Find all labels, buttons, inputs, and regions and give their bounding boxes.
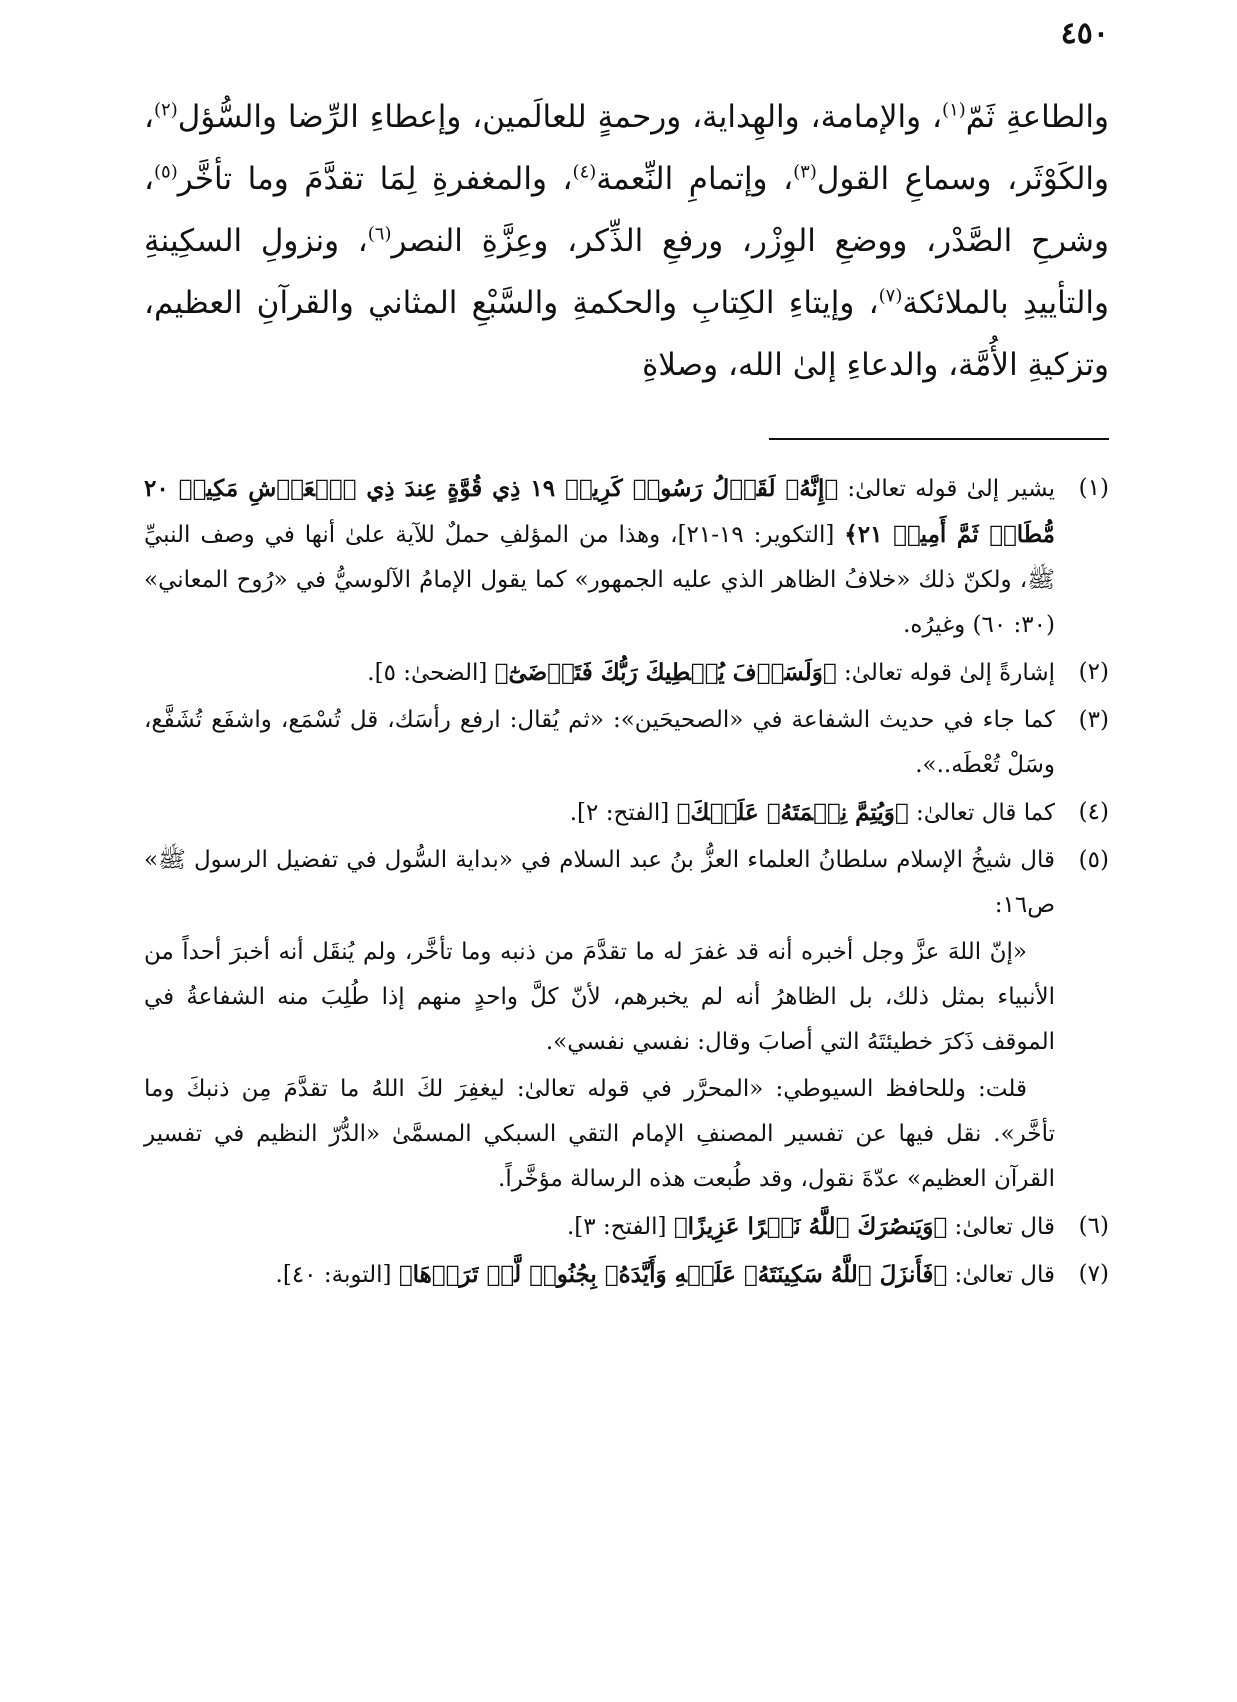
main-text-segment: والطاعةِ ثَمّ	[965, 99, 1109, 135]
footnote-text: قال تعالىٰ:	[947, 1262, 1055, 1288]
main-text-segment: ، والكَوْثَر، وسماعِ القول	[144, 99, 1109, 197]
main-text-segment: ، وشرحِ الصَّدْر، ووضعِ الوِزْر، ورفعِ الذِّكر، وعِزَّةِ النصر	[144, 161, 1109, 259]
footnote-marker: (٧)	[878, 285, 903, 307]
main-text-segment: ، وإتمامِ النِّعمة	[596, 161, 794, 197]
main-paragraph	[144, 86, 1109, 396]
main-text	[144, 86, 1109, 396]
quran-quote: ﴿وَيَنصُرَكَ ٱللَّهُ نَصۡرًا عَزِيزًا﴾	[673, 1213, 948, 1240]
quran-quote: ﴿فَأَنزَلَ ٱللَّهُ سَكِينَتَهُۥ عَلَيۡهِ وَأَيَّدَهُۥ بِجُنُودٖ لَّمۡ تَرَوۡهَا﴾	[398, 1261, 948, 1288]
footnote-text: إشارةً إلىٰ قوله تعالىٰ:	[836, 660, 1055, 686]
footnote-marker: (١)	[942, 99, 966, 121]
footnote-number: (٥)	[1078, 847, 1109, 873]
footnote-5	[144, 838, 1109, 928]
footnote-text: قال تعالىٰ:	[947, 1214, 1055, 1240]
footnote-text: [التكوير: ١٩-٢١]، وهذا من المؤلفِ حملٌ للآية علىٰ أنها في وصف النبيِّ ﷺ، ولكنّ ذلك «خلافُ الظاهر الذي عليه الجمهور» كما يقول الإمامُ الآلوسيُّ في «رُوح المعاني» (٣٠: ٦٠) وغيرُه.	[144, 522, 1055, 638]
footnote-text: قال شيخُ الإسلام سلطانُ العلماء العزُّ بنُ عبد السلام في «بداية السُّول في تفضيل الرسول ﷺ» ص١٦:	[144, 847, 1055, 918]
footnote-7	[144, 1252, 1109, 1298]
footnote-marker: (٣)	[793, 161, 817, 183]
footnote-4	[144, 790, 1109, 836]
footnote-text: [الفتح: ٢].	[569, 800, 677, 826]
main-text-segment: ، ونزولِ السكِينةِ والتأييدِ بالملائكة	[144, 223, 1109, 321]
footnote-2	[144, 650, 1109, 696]
quran-quote: ﴿وَيُتِمَّ نِعۡمَتَهُۥ عَلَيۡكَ﴾	[676, 799, 909, 826]
footnote-1	[144, 466, 1109, 648]
footnote-3	[144, 698, 1109, 788]
main-text-segment: ، والإمامة، والهِداية، ورحمةٍ للعالَمين، وإعطاءِ الرِّضا والسُّؤل	[177, 99, 943, 135]
footnote-text: [الضحىٰ: ٥].	[367, 660, 495, 686]
main-text-segment: ، والمغفرةِ لِمَا تقدَّمَ وما تأخَّر	[177, 161, 573, 197]
footnote-6	[144, 1204, 1109, 1250]
footnote-marker: (٢)	[154, 99, 178, 121]
quran-quote: ﴿وَلَسَوۡفَ يُعۡطِيكَ رَبُّكَ فَتَرۡضَىٰٓ﴾	[494, 659, 837, 686]
footnote-marker: (٥)	[154, 161, 178, 183]
quran-quote: ﴿إِنَّهُۥ لَقَوۡلُ رَسُولٖ كَرِيمٖ ١٩ ذِي قُوَّةٍ عِندَ ذِي ٱلۡعَرۡشِ مَكِينٖ ٢٠ مُّطَاعٖ ثَمَّ أَمِينٖ ٢١﴾	[144, 475, 1055, 548]
footnote-text: كما قال تعالىٰ:	[908, 800, 1055, 826]
footnote-marker: (٦)	[367, 223, 392, 245]
footnote-5-comment: قلت: وللحافظ السيوطي: «المحرَّر في قوله تعالىٰ: ليغفِرَ لكَ اللهُ ما تقدَّمَ مِن ذنبكَ وما تأخَّر». نقل فيها عن تفسير المصنفِ الإمام التقي السبكي المسمَّىٰ «الدُّرّ النظيم في تفسير القرآن العظيم» عدّةَ نقول، وقد طُبعت هذه الرسالة مؤخَّراً.	[144, 1076, 1055, 1192]
footnote-number: (٤)	[1078, 799, 1109, 825]
footnote-text: [الفتح: ٣].	[566, 1214, 674, 1240]
footnote-marker: (٤)	[572, 161, 597, 183]
footnote-text: يشير إلىٰ قوله تعالىٰ:	[838, 476, 1055, 502]
footnotes	[144, 466, 1109, 1300]
footnote-number: (٣)	[1078, 707, 1109, 733]
footnote-number: (٧)	[1078, 1261, 1109, 1287]
main-text-segment: ، وإيتاءِ الكِتابِ والحكمةِ والسَّبْعِ المثاني والقرآنِ العظيم، وتزكيةِ الأُمَّة، والدعاءِ إلىٰ الله، وصلاةِ	[144, 285, 1109, 383]
footnote-number: (١)	[1078, 475, 1109, 501]
footnote-number: (٦)	[1078, 1213, 1109, 1239]
footnote-separator	[769, 438, 1109, 440]
footnote-5-quote: «إنّ اللهَ عزَّ وجل أخبره أنه قد غفرَ له ما تقدَّمَ من ذنبه وما تأخَّر، ولم يُنقَل أنه أخبرَ أحداً من الأنبياء بمثل ذلك، بل الظاهرُ أنه لم يخبرهم، لأنّ كلَّ واحدٍ منهم إذا طُلِبَ منه الشفاعةُ في الموقف ذَكرَ خطيئتَهُ التي أصابَ وقال: نفسي نفسي».	[144, 939, 1055, 1055]
footnote-number: (٢)	[1078, 659, 1109, 685]
footnote-text: كما جاء في حديث الشفاعة في «الصحيحَين»: «ثم يُقال: ارفع رأسَك، قل تُسْمَع، واشفَع تُشَفَّع، وسَلْ تُعْطَه..».	[144, 707, 1055, 778]
page-number: ٤٥٠	[1060, 16, 1109, 51]
footnote-text: [التوبة: ٤٠].	[275, 1262, 399, 1288]
